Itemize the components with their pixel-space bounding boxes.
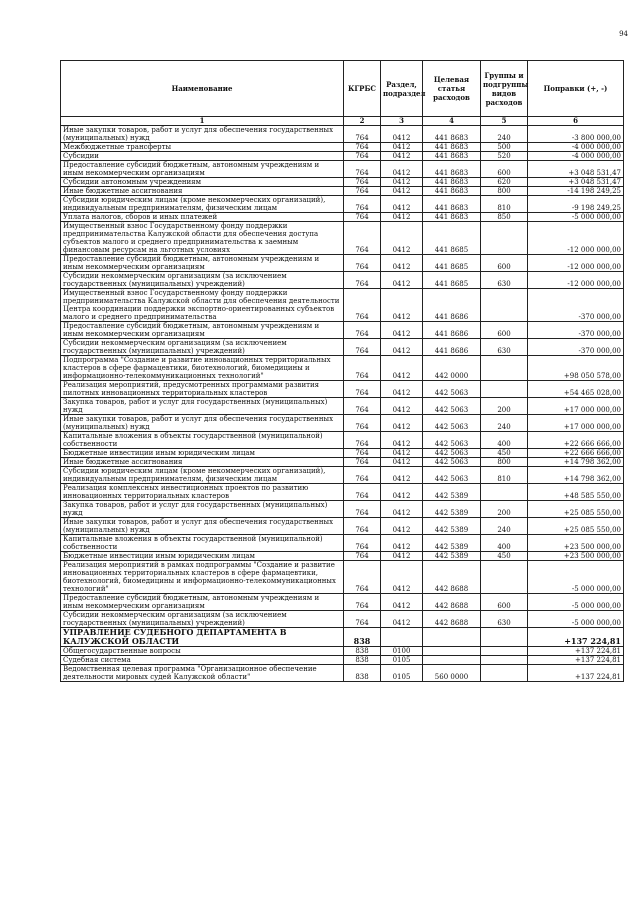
table-row	[61, 272, 624, 289]
row-section-cell: 0412	[381, 535, 423, 552]
row-amendment-cell: -5 000 000,00	[528, 213, 624, 222]
row-kgrbs-cell: 764	[344, 381, 381, 398]
row-section-cell: 0105	[381, 656, 423, 665]
row-expense-group-cell: 630	[481, 339, 528, 356]
column-number-row	[61, 117, 624, 126]
row-article-cell	[423, 656, 481, 665]
column-number: 5	[481, 117, 528, 126]
row-kgrbs-cell: 764	[344, 432, 381, 449]
row-article-cell: 442 5389	[423, 484, 481, 501]
row-name-cell: Субсидии некоммерческим организациям (за исключением государственных (муниципальных) учреждений)	[61, 272, 344, 289]
row-name-cell: Уплата налогов, сборов и иных платежей	[61, 213, 344, 222]
column-number: 3	[381, 117, 423, 126]
row-amendment-cell: +17 000 000,00	[528, 415, 624, 432]
row-section-cell: 0100	[381, 647, 423, 656]
row-expense-group-cell	[481, 356, 528, 381]
table-row	[61, 611, 624, 628]
row-expense-group-cell: 630	[481, 611, 528, 628]
row-amendment-cell: +17 000 000,00	[528, 398, 624, 415]
row-article-cell: 441 8683	[423, 187, 481, 196]
row-name-cell: Предоставление субсидий бюджетным, автономным учреждениям и иным некоммерческим организациям	[61, 161, 344, 178]
row-kgrbs-cell: 764	[344, 535, 381, 552]
row-section-cell: 0412	[381, 449, 423, 458]
row-kgrbs-cell: 764	[344, 272, 381, 289]
row-kgrbs-cell: 838	[344, 656, 381, 665]
page-number: 94	[619, 30, 628, 38]
table-row	[61, 535, 624, 552]
row-name-cell: Субсидии некоммерческим организациям (за исключением государственных (муниципальных) учреждений)	[61, 339, 344, 356]
row-section-cell: 0412	[381, 611, 423, 628]
row-section-cell: 0412	[381, 178, 423, 187]
row-expense-group-cell: 800	[481, 187, 528, 196]
table-row	[61, 484, 624, 501]
row-article-cell: 442 5063	[423, 398, 481, 415]
table-row	[61, 518, 624, 535]
row-article-cell: 442 0000	[423, 356, 481, 381]
row-kgrbs-cell: 764	[344, 255, 381, 272]
row-name-cell: Судебная система	[61, 656, 344, 665]
row-section-cell: 0412	[381, 398, 423, 415]
row-section-cell: 0412	[381, 518, 423, 535]
table-row	[61, 552, 624, 561]
row-section-cell: 0412	[381, 415, 423, 432]
row-expense-group-cell: 520	[481, 152, 528, 161]
row-kgrbs-cell: 764	[344, 126, 381, 143]
row-name-cell: Закупка товаров, работ и услуг для государственных (муниципальных) нужд	[61, 398, 344, 415]
row-section-cell: 0412	[381, 552, 423, 561]
row-expense-group-cell: 500	[481, 143, 528, 152]
row-article-cell: 441 8683	[423, 178, 481, 187]
table-row	[61, 647, 624, 656]
row-amendment-cell: +14 798 362,00	[528, 458, 624, 467]
row-expense-group-cell: 810	[481, 467, 528, 484]
row-article-cell: 441 8683	[423, 161, 481, 178]
row-kgrbs-cell: 838	[344, 628, 381, 647]
row-amendment-cell: -370 000,00	[528, 322, 624, 339]
row-amendment-cell: -12 000 000,00	[528, 222, 624, 255]
row-expense-group-cell	[481, 484, 528, 501]
row-name-cell: Иные бюджетные ассигнования	[61, 187, 344, 196]
header-row	[61, 61, 624, 117]
table-row	[61, 467, 624, 484]
row-section-cell: 0412	[381, 561, 423, 594]
row-name-cell: Подпрограмма "Создание и развитие инновационных территориальных кластеров в сфере фармацевтики, биотехнологий, биомедицины и информационно-телекоммуникационных технологий"	[61, 356, 344, 381]
row-amendment-cell: -370 000,00	[528, 339, 624, 356]
row-expense-group-cell: 800	[481, 458, 528, 467]
row-amendment-cell: +137 224,81	[528, 665, 624, 682]
row-name-cell: Общегосударственные вопросы	[61, 647, 344, 656]
row-section-cell: 0412	[381, 484, 423, 501]
row-article-cell: 442 5389	[423, 535, 481, 552]
row-kgrbs-cell: 764	[344, 161, 381, 178]
row-article-cell: 442 8688	[423, 561, 481, 594]
row-amendment-cell: -370 000,00	[528, 289, 624, 322]
row-amendment-cell: +25 085 550,00	[528, 501, 624, 518]
row-article-cell: 441 8685	[423, 222, 481, 255]
row-expense-group-cell: 240	[481, 518, 528, 535]
table-row	[61, 213, 624, 222]
row-kgrbs-cell: 764	[344, 552, 381, 561]
row-name-cell: Капитальные вложения в объекты государственной (муниципальной) собственности	[61, 535, 344, 552]
row-kgrbs-cell: 764	[344, 187, 381, 196]
row-name-cell: Реализация мероприятий, предусмотренных программами развития пилотных инновационных территориальных кластеров	[61, 381, 344, 398]
row-kgrbs-cell: 764	[344, 611, 381, 628]
row-expense-group-cell: 630	[481, 272, 528, 289]
row-section-cell: 0412	[381, 143, 423, 152]
row-kgrbs-cell: 764	[344, 458, 381, 467]
table-row	[61, 322, 624, 339]
row-expense-group-cell	[481, 656, 528, 665]
row-section-cell: 0412	[381, 289, 423, 322]
row-kgrbs-cell: 764	[344, 222, 381, 255]
header-amendments: Поправки (+, -)	[528, 61, 624, 117]
row-kgrbs-cell: 764	[344, 213, 381, 222]
row-kgrbs-cell: 764	[344, 178, 381, 187]
row-expense-group-cell	[481, 665, 528, 682]
table-row	[61, 196, 624, 213]
row-amendment-cell: -12 000 000,00	[528, 255, 624, 272]
row-name-cell: Предоставление субсидий бюджетным, автономным учреждениям и иным некоммерческим организациям	[61, 322, 344, 339]
row-kgrbs-cell: 764	[344, 501, 381, 518]
table-row	[61, 178, 624, 187]
row-amendment-cell: +25 085 550,00	[528, 518, 624, 535]
row-section-cell: 0105	[381, 665, 423, 682]
row-amendment-cell: -5 000 000,00	[528, 611, 624, 628]
row-expense-group-cell	[481, 647, 528, 656]
row-amendment-cell: -12 000 000,00	[528, 272, 624, 289]
header-expense-groups: Группы и подгруппы видов расходов	[481, 61, 528, 117]
table-row	[61, 432, 624, 449]
header-name: Наименование	[61, 61, 344, 117]
row-name-cell: Реализация комплексных инвестиционных проектов по развитию инновационных территориальных кластеров	[61, 484, 344, 501]
row-article-cell: 441 8683	[423, 196, 481, 213]
row-section-cell: 0412	[381, 161, 423, 178]
table-row	[61, 222, 624, 255]
row-amendment-cell: -4 000 000,00	[528, 143, 624, 152]
table-row	[61, 449, 624, 458]
row-expense-group-cell: 600	[481, 594, 528, 611]
row-amendment-cell: +14 798 362,00	[528, 467, 624, 484]
table-row	[61, 656, 624, 665]
row-name-cell: Предоставление субсидий бюджетным, автономным учреждениям и иным некоммерческим организациям	[61, 255, 344, 272]
table-row	[61, 126, 624, 143]
row-name-cell: Предоставление субсидий бюджетным, автономным учреждениям и иным некоммерческим организациям	[61, 594, 344, 611]
budget-table-container	[60, 60, 623, 682]
row-kgrbs-cell: 764	[344, 339, 381, 356]
row-article-cell: 441 8686	[423, 339, 481, 356]
row-amendment-cell: +137 224,81	[528, 647, 624, 656]
row-section-cell	[381, 628, 423, 647]
row-section-cell: 0412	[381, 501, 423, 518]
table-row	[61, 161, 624, 178]
row-section-cell: 0412	[381, 339, 423, 356]
row-article-cell: 442 5063	[423, 458, 481, 467]
row-amendment-cell: -14 198 249,25	[528, 187, 624, 196]
row-amendment-cell: -9 198 249,25	[528, 196, 624, 213]
row-article-cell: 442 5063	[423, 415, 481, 432]
row-expense-group-cell: 400	[481, 535, 528, 552]
row-article-cell: 441 8683	[423, 126, 481, 143]
table-row	[61, 594, 624, 611]
row-kgrbs-cell: 764	[344, 467, 381, 484]
row-section-cell: 0412	[381, 152, 423, 161]
row-section-cell: 0412	[381, 432, 423, 449]
row-expense-group-cell: 600	[481, 161, 528, 178]
row-amendment-cell: -5 000 000,00	[528, 561, 624, 594]
row-kgrbs-cell: 764	[344, 322, 381, 339]
row-kgrbs-cell: 838	[344, 647, 381, 656]
row-kgrbs-cell: 838	[344, 665, 381, 682]
row-amendment-cell: +48 585 550,00	[528, 484, 624, 501]
row-kgrbs-cell: 764	[344, 356, 381, 381]
row-expense-group-cell: 200	[481, 398, 528, 415]
row-article-cell: 441 8685	[423, 272, 481, 289]
row-amendment-cell: +3 048 531,47	[528, 161, 624, 178]
row-expense-group-cell: 450	[481, 449, 528, 458]
row-article-cell: 441 8683	[423, 143, 481, 152]
row-kgrbs-cell: 764	[344, 398, 381, 415]
row-section-cell: 0412	[381, 187, 423, 196]
row-expense-group-cell: 850	[481, 213, 528, 222]
table-row	[61, 398, 624, 415]
row-expense-group-cell: 200	[481, 501, 528, 518]
row-name-cell: Субсидии автономным учреждениям	[61, 178, 344, 187]
row-expense-group-cell	[481, 628, 528, 647]
table-row	[61, 339, 624, 356]
row-amendment-cell: +22 666 666,00	[528, 449, 624, 458]
row-amendment-cell: +23 500 000,00	[528, 535, 624, 552]
budget-amendments-table	[60, 60, 624, 682]
row-kgrbs-cell: 764	[344, 449, 381, 458]
row-kgrbs-cell: 764	[344, 561, 381, 594]
row-name-cell: Межбюджетные трансферты	[61, 143, 344, 152]
row-section-cell: 0412	[381, 196, 423, 213]
row-article-cell: 442 5063	[423, 381, 481, 398]
row-article-cell: 441 8683	[423, 152, 481, 161]
row-expense-group-cell	[481, 289, 528, 322]
row-name-cell: Имущественный взнос Государственному фонду поддержки предпринимательства Калужской области для обеспечения деятельности Центра координации поддержки экспортно-ориентированных субъектов малого и среднего предпринимательства	[61, 289, 344, 322]
row-kgrbs-cell: 764	[344, 196, 381, 213]
row-expense-group-cell: 450	[481, 552, 528, 561]
row-article-cell	[423, 647, 481, 656]
table-row	[61, 628, 624, 647]
table-body	[61, 117, 624, 682]
row-article-cell: 442 8688	[423, 611, 481, 628]
row-article-cell: 442 5389	[423, 552, 481, 561]
row-amendment-cell: +137 224,81	[528, 628, 624, 647]
row-amendment-cell: +22 666 666,00	[528, 432, 624, 449]
row-expense-group-cell: 600	[481, 255, 528, 272]
row-name-cell: Иные закупки товаров, работ и услуг для обеспечения государственных (муниципальных) нужд	[61, 518, 344, 535]
column-number: 4	[423, 117, 481, 126]
row-amendment-cell: -5 000 000,00	[528, 594, 624, 611]
table-row	[61, 187, 624, 196]
row-kgrbs-cell: 764	[344, 152, 381, 161]
row-article-cell: 441 8686	[423, 289, 481, 322]
row-name-cell: Реализация мероприятий в рамках подпрограммы "Создание и развитие инновационных территориальных кластеров в сфере фармацевтики, биотехнологий, биомедицины и информационно-телекоммуникационных технологий"	[61, 561, 344, 594]
row-name-cell: Субсидии юридическим лицам (кроме некоммерческих организаций), индивидуальным предпринимателям, физическим лицам	[61, 467, 344, 484]
row-name-cell: Иные закупки товаров, работ и услуг для обеспечения государственных (муниципальных) нужд	[61, 415, 344, 432]
row-expense-group-cell: 240	[481, 126, 528, 143]
header-kgrbs: КГРБС	[344, 61, 381, 117]
row-name-cell: Капитальные вложения в объекты государственной (муниципальной) собственности	[61, 432, 344, 449]
row-amendment-cell: +137 224,81	[528, 656, 624, 665]
row-article-cell: 441 8683	[423, 213, 481, 222]
row-expense-group-cell	[481, 381, 528, 398]
row-amendment-cell: -4 000 000,00	[528, 152, 624, 161]
table-row	[61, 143, 624, 152]
table-row	[61, 458, 624, 467]
row-name-cell: Субсидии юридическим лицам (кроме некоммерческих организаций), индивидуальным предпринимателям, физическим лицам	[61, 196, 344, 213]
row-name-cell: Субсидии некоммерческим организациям (за исключением государственных (муниципальных) учреждений)	[61, 611, 344, 628]
row-section-cell: 0412	[381, 213, 423, 222]
row-expense-group-cell: 810	[481, 196, 528, 213]
row-expense-group-cell: 240	[481, 415, 528, 432]
row-section-cell: 0412	[381, 322, 423, 339]
row-article-cell: 442 5063	[423, 432, 481, 449]
row-section-cell: 0412	[381, 272, 423, 289]
row-name-cell: Бюджетные инвестиции иным юридическим лицам	[61, 552, 344, 561]
row-amendment-cell: +23 500 000,00	[528, 552, 624, 561]
column-number: 1	[61, 117, 344, 126]
row-kgrbs-cell: 764	[344, 415, 381, 432]
row-article-cell: 442 5389	[423, 518, 481, 535]
row-expense-group-cell	[481, 561, 528, 594]
row-name-cell: Имущественный взнос Государственному фонду поддержки предпринимательства Калужской области для обеспечения доступа субъектов малого и среднего предпринимательства к заемным финансовым ресурсам на льготных условиях	[61, 222, 344, 255]
row-expense-group-cell	[481, 222, 528, 255]
table-row	[61, 152, 624, 161]
row-section-cell: 0412	[381, 467, 423, 484]
row-section-cell: 0412	[381, 222, 423, 255]
row-section-cell: 0412	[381, 594, 423, 611]
row-kgrbs-cell: 764	[344, 594, 381, 611]
table-row	[61, 415, 624, 432]
row-section-cell: 0412	[381, 126, 423, 143]
row-article-cell: 441 8685	[423, 255, 481, 272]
column-number: 6	[528, 117, 624, 126]
row-section-cell: 0412	[381, 255, 423, 272]
row-name-cell: Субсидии	[61, 152, 344, 161]
table-row	[61, 561, 624, 594]
row-expense-group-cell: 400	[481, 432, 528, 449]
row-amendment-cell: -3 800 000,00	[528, 126, 624, 143]
row-article-cell: 442 5389	[423, 501, 481, 518]
row-name-cell: Иные закупки товаров, работ и услуг для обеспечения государственных (муниципальных) нужд	[61, 126, 344, 143]
row-expense-group-cell: 620	[481, 178, 528, 187]
row-article-cell: 442 8688	[423, 594, 481, 611]
row-name-cell: Ведомственная целевая программа "Организационное обеспечение деятельности мировых судей Калужской области"	[61, 665, 344, 682]
table-row	[61, 289, 624, 322]
row-kgrbs-cell: 764	[344, 484, 381, 501]
header-section: Раздел, подраздел	[381, 61, 423, 117]
row-amendment-cell: +54 465 028,00	[528, 381, 624, 398]
row-article-cell: 441 8686	[423, 322, 481, 339]
row-amendment-cell: +98 050 578,00	[528, 356, 624, 381]
row-section-cell: 0412	[381, 356, 423, 381]
row-section-cell: 0412	[381, 381, 423, 398]
table-row	[61, 501, 624, 518]
row-article-cell: 560 0000	[423, 665, 481, 682]
row-section-cell: 0412	[381, 458, 423, 467]
table-row	[61, 665, 624, 682]
row-article-cell: 442 5063	[423, 467, 481, 484]
header-target-article: Целевая статья расходов	[423, 61, 481, 117]
row-kgrbs-cell: 764	[344, 143, 381, 152]
row-article-cell	[423, 628, 481, 647]
table-row	[61, 255, 624, 272]
row-kgrbs-cell: 764	[344, 518, 381, 535]
table-row	[61, 356, 624, 381]
row-expense-group-cell: 600	[481, 322, 528, 339]
row-name-cell: Закупка товаров, работ и услуг для государственных (муниципальных) нужд	[61, 501, 344, 518]
column-number: 2	[344, 117, 381, 126]
row-name-cell: Иные бюджетные ассигнования	[61, 458, 344, 467]
row-kgrbs-cell: 764	[344, 289, 381, 322]
row-name-cell: Бюджетные инвестиции иным юридическим лицам	[61, 449, 344, 458]
row-name-cell: УПРАВЛЕНИЕ СУДЕБНОГО ДЕПАРТАМЕНТА В КАЛУЖСКОЙ ОБЛАСТИ	[61, 628, 344, 647]
row-amendment-cell: +3 048 531,47	[528, 178, 624, 187]
row-article-cell: 442 5063	[423, 449, 481, 458]
table-row	[61, 381, 624, 398]
